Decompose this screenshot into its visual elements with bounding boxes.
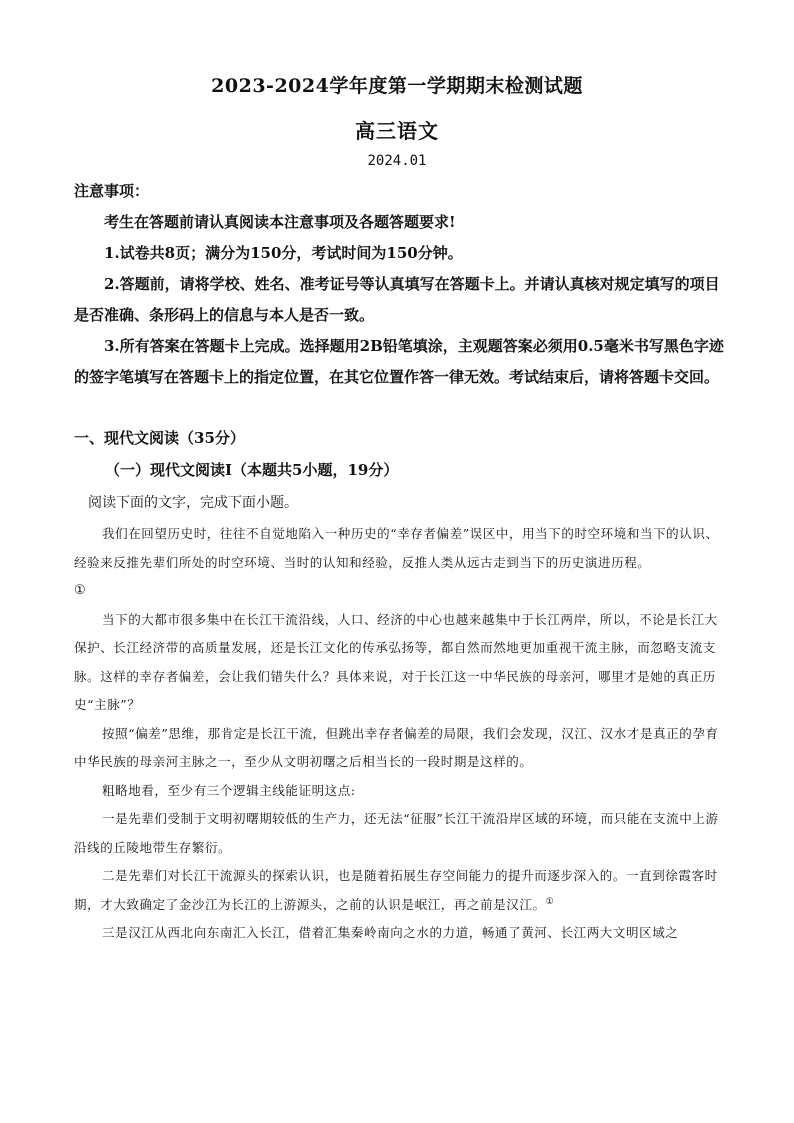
exam-date: 2024.01 (367, 153, 427, 169)
reading-passage (74, 520, 720, 948)
passage-paragraph-4: 粗略地看，至少有三个逻辑主线能证明这点: (102, 782, 356, 798)
passage-paragraph-2: 当下的大都市很多集中在长江干流沿线，人口、经济的中心也越来越集中于长江两岸，所以，不论是长江大保护、长江经济带的高质量发展，还是长江文化的传承弘扬等，都自然而然地更加重视干流主脉，而忽略支流支脉。这样的幸存者偏差，会让我们错失什么？具体来说，对于长江这一中华民族的母亲河，哪里才是她的真正历史“主脉”？ (74, 611, 718, 712)
passage-paragraph-6-text: 二是先辈们对长江干流源头的探索认识，也是随着拓展生存空间能力的提升而逐步深入的。一直到徐霞客时期，才大致确定了金沙江为长江的上游源头，之前的认识是岷江，再之前是汉江。 (74, 868, 718, 912)
footnote-marker: ① (545, 896, 555, 907)
subsection-title: （一）现代文阅读Ⅰ（本题共5小题，19分） (105, 461, 399, 479)
subject-title: 高三语文 (355, 119, 439, 143)
passage-paragraph-1: 我们在回望历史时，往往不自觉地陷入一种历史的“幸存者偏差”误区中，用当下的时空环境和当下的认识、经验来反推先辈们所处的时空环境、当时的认知和经验，反推人类从远古走到当下的历史演进历程。 (74, 526, 719, 570)
notice-item-3: 3.所有答案在答题卡上完成。选择题用2B铅笔填涂，主观题答案必须用0.5毫米书写黑色字迹的签字笔填写在答题卡上的指定位置，在其它位置作答一律无效。考试结束后，请将答题卡交回。 (74, 337, 724, 386)
notice-block (74, 176, 726, 393)
passage-paragraph-6 (74, 862, 720, 919)
section-title: 一、现代文阅读（35分） (74, 429, 245, 447)
reading-instruction: 阅读下面的文字，完成下面小题。 (88, 495, 298, 511)
notice-item-1: 1.试卷共8页；满分为150分，考试时间为150分钟。 (104, 244, 463, 262)
exam-title: 2023-2024学年度第一学期期末检测试题 (211, 75, 583, 97)
passage-paragraph-7: 三是汉江从西北向东南汇入长江，借着汇集秦岭南向之水的力道，畅通了黄河、长江两大文明区域之 (102, 925, 679, 940)
passage-paragraph-3: 按照“偏差”思维，那肯定是长江干流，但跳出幸存者偏差的局限，我们会发现，汉江、汉水才是真正的孕育中华民族的母亲河主脉之一，至少从文明初曙之后相当长的一段时期是这样的。 (74, 725, 719, 769)
notice-item-2: 2.答题前，请将学校、姓名、准考证号等认真填写在答题卡上。并请认真核对规定填写的项目是否准确、条形码上的信息与本人是否一致。 (74, 275, 720, 324)
paragraph-marker: ① (74, 583, 87, 598)
passage-paragraph-5: 一是先辈们受制于文明初曙期较低的生产力，还无法“征服”长江干流沿岸区域的环境，而只能在支流中上游沿线的丘陵地带生存繁衍。 (74, 811, 719, 855)
notice-heading: 注意事项： (74, 182, 150, 200)
notice-intro: 考生在答题前请认真阅读本注意事项及各题答题要求! (104, 213, 456, 231)
